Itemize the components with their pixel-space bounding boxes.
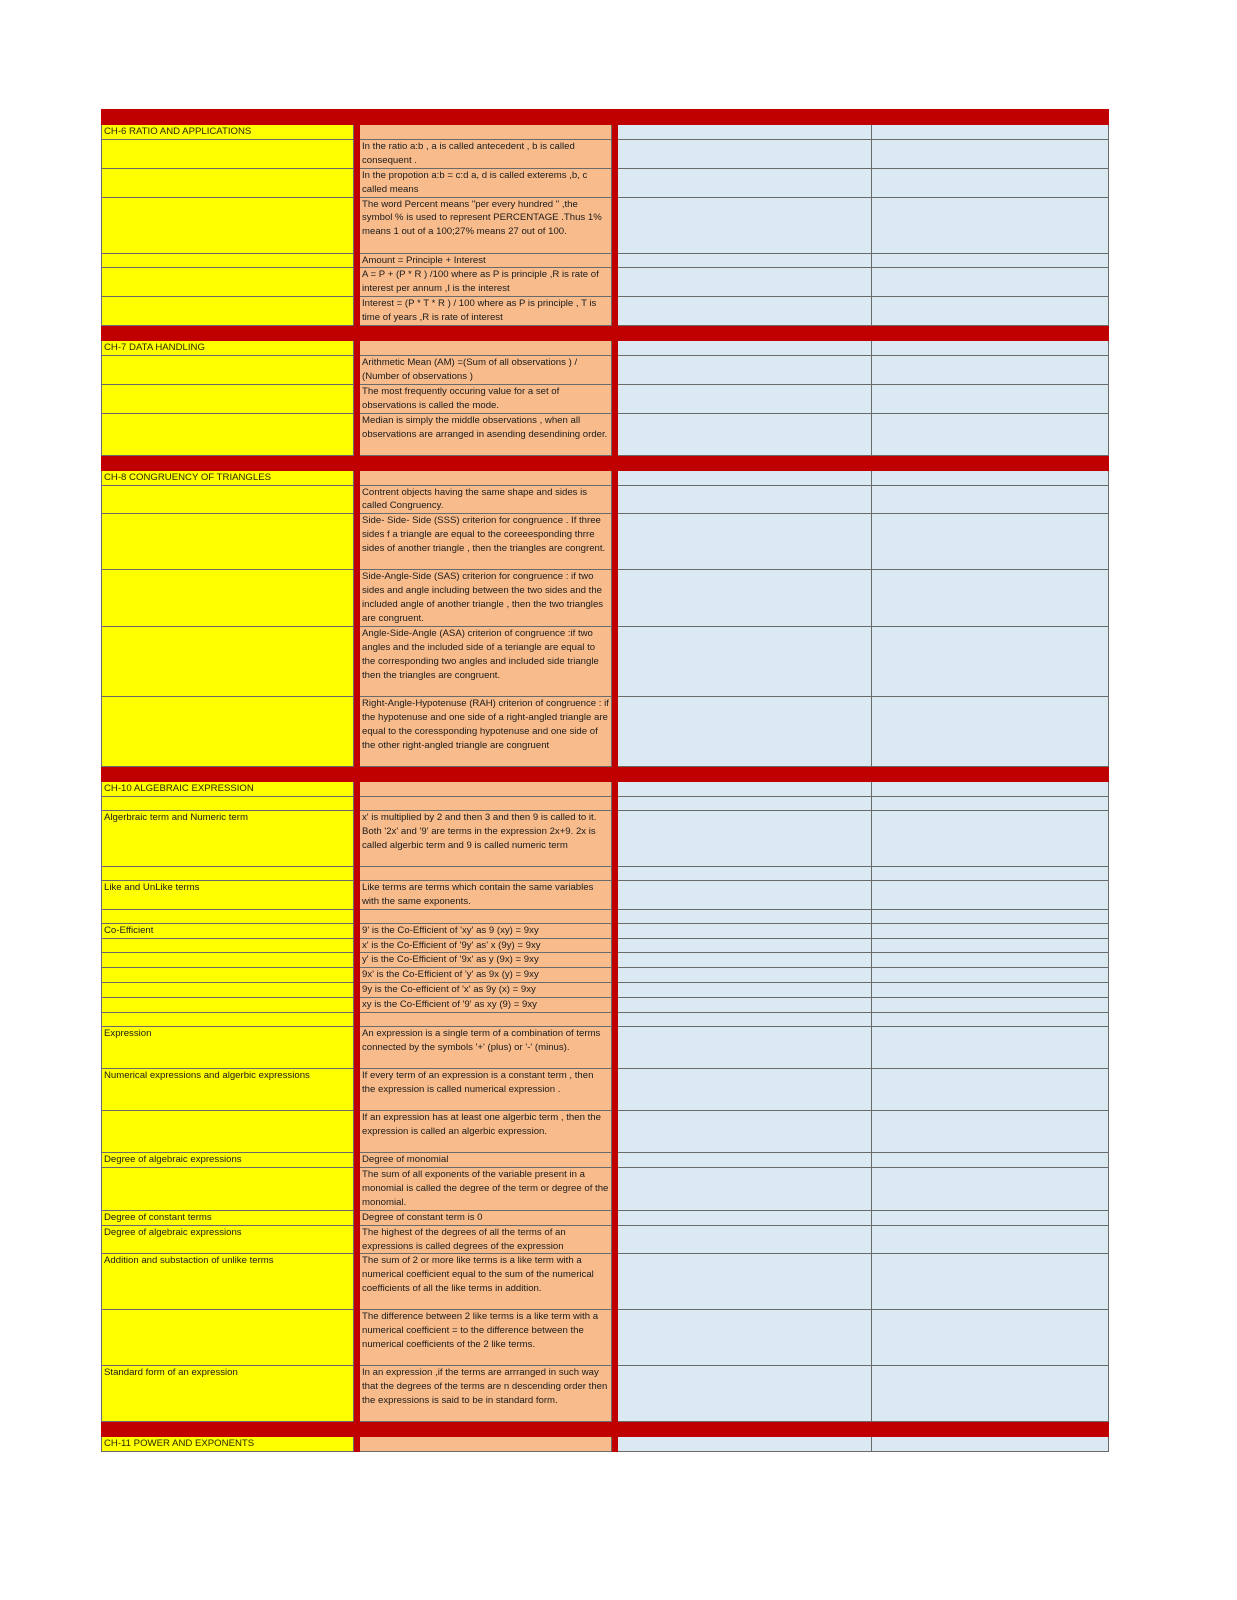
empty-cell[interactable] (872, 696, 1109, 766)
topic-cell[interactable] (102, 413, 354, 455)
section-separator-row (102, 455, 1109, 470)
note-cell[interactable] (360, 341, 612, 356)
note-cell[interactable]: An expression is a single term of a combination of terms connected by the symbols '+' (plus) or '-' (minus). (360, 1027, 612, 1069)
topic-cell[interactable] (102, 297, 354, 326)
sheet-row (102, 998, 1109, 1013)
sheet-row (102, 197, 1109, 253)
chapter-header-row (102, 1437, 1109, 1452)
empty-cell[interactable] (872, 341, 1109, 356)
sheet-row (102, 1111, 1109, 1153)
sheet-row (102, 1225, 1109, 1254)
empty-cell[interactable] (618, 1310, 872, 1366)
empty-cell[interactable] (618, 626, 872, 696)
note-cell[interactable]: Degree of monomial (360, 1153, 612, 1168)
sheet-row (102, 139, 1109, 168)
section-separator-row (102, 110, 1109, 125)
sheet-row (102, 1013, 1109, 1027)
topic-cell[interactable] (102, 570, 354, 627)
empty-cell[interactable] (872, 1437, 1109, 1452)
section-separator-row (102, 326, 1109, 341)
note-cell[interactable]: The sum of 2 or more like terms is a like term with a numerical coefficient equal to the sum of the numerical coefficients of all the like terms in addition. (360, 1254, 612, 1310)
empty-cell[interactable] (872, 1168, 1109, 1211)
empty-cell[interactable] (872, 514, 1109, 570)
separator-cell (618, 766, 872, 781)
note-cell[interactable] (360, 796, 612, 810)
sheet-row (102, 938, 1109, 953)
empty-cell[interactable] (618, 514, 872, 570)
separator-cell (618, 110, 872, 125)
note-cell[interactable]: The word Percent means "per every hundred " ,the symbol % is used to represent PERCENTAGE .Thus 1% means 1 out of a 100;27% means 27 out of 100. (360, 197, 612, 253)
sheet-row (102, 1254, 1109, 1310)
empty-cell[interactable] (618, 938, 872, 953)
topic-cell[interactable] (102, 968, 354, 983)
note-cell[interactable]: Degree of constant term is 0 (360, 1210, 612, 1225)
note-cell[interactable]: The sum of all exponents of the variable present in a monomial is called the degree of the term or degree of the monomial. (360, 1168, 612, 1211)
empty-cell[interactable] (872, 1210, 1109, 1225)
empty-cell[interactable] (618, 253, 872, 268)
empty-cell[interactable] (618, 880, 872, 909)
sheet-row (102, 1310, 1109, 1366)
chapter-title-cell[interactable]: CH-7 DATA HANDLING (102, 341, 354, 356)
chapter-title-cell[interactable]: CH-8 CONGRUENCY OF TRIANGLES (102, 470, 354, 485)
sheet-row (102, 168, 1109, 197)
separator-cell (618, 326, 872, 341)
empty-cell[interactable] (872, 470, 1109, 485)
sheet-row (102, 514, 1109, 570)
empty-cell[interactable] (872, 268, 1109, 297)
topic-cell[interactable] (102, 384, 354, 413)
sheet-row (102, 485, 1109, 514)
empty-cell[interactable] (872, 1366, 1109, 1422)
note-cell[interactable]: 9y is the Co-efficient of 'x' as 9y (x) = 9xy (360, 983, 612, 998)
sheet-row (102, 413, 1109, 455)
chapter-header-row (102, 125, 1109, 140)
topic-cell[interactable] (102, 983, 354, 998)
chapter-title-cell[interactable]: CH-10 ALGEBRAIC EXPRESSION (102, 781, 354, 796)
topic-cell[interactable]: Degree of algebraic expressions (102, 1225, 354, 1254)
note-cell[interactable]: Arithmetic Mean (AM) =(Sum of all observations ) / (Number of observations ) (360, 355, 612, 384)
topic-cell[interactable]: Expression (102, 1027, 354, 1069)
note-cell[interactable] (360, 1437, 612, 1452)
note-cell[interactable] (360, 125, 612, 140)
topic-cell[interactable] (102, 1310, 354, 1366)
empty-cell[interactable] (872, 953, 1109, 968)
sheet-row (102, 626, 1109, 696)
empty-cell[interactable] (872, 1153, 1109, 1168)
topic-cell[interactable] (102, 168, 354, 197)
study-notes-sheet (101, 109, 1109, 1452)
empty-cell[interactable] (872, 1027, 1109, 1069)
separator-cell (872, 1422, 1109, 1437)
note-cell[interactable]: 9' is the Co-Efficient of 'xy' as 9 (xy) = 9xy (360, 923, 612, 938)
note-cell[interactable]: Median is simply the middle observations , when all observations are arranged in asending desendining order. (360, 413, 612, 455)
topic-cell[interactable] (102, 268, 354, 297)
empty-cell[interactable] (618, 355, 872, 384)
sheet-row (102, 1069, 1109, 1111)
note-cell[interactable]: If an expression has at least one algerbic term , then the expression is called an algerbic expression. (360, 1111, 612, 1153)
empty-cell[interactable] (872, 139, 1109, 168)
empty-cell[interactable] (618, 923, 872, 938)
topic-cell[interactable] (102, 253, 354, 268)
topic-cell[interactable] (102, 953, 354, 968)
topic-cell[interactable]: Co-Efficient (102, 923, 354, 938)
topic-cell[interactable]: Like and UnLike terms (102, 880, 354, 909)
note-cell[interactable]: Side-Angle-Side (SAS) criterion for congruence : if two sides and angle including between the two sides and the included angle of another triangle , then the two triangles are congruent. (360, 570, 612, 627)
sheet-row (102, 983, 1109, 998)
note-cell[interactable]: Contrent objects having the same shape and sides is called Congruency. (360, 485, 612, 514)
empty-cell[interactable] (618, 983, 872, 998)
empty-cell[interactable] (872, 125, 1109, 140)
empty-cell[interactable] (618, 866, 872, 880)
separator-cell (102, 455, 354, 470)
topic-cell[interactable] (102, 139, 354, 168)
empty-cell[interactable] (618, 384, 872, 413)
empty-cell[interactable] (872, 781, 1109, 796)
empty-cell[interactable] (872, 866, 1109, 880)
empty-cell[interactable] (872, 796, 1109, 810)
topic-cell[interactable] (102, 1168, 354, 1211)
sheet-row (102, 968, 1109, 983)
empty-cell[interactable] (872, 626, 1109, 696)
empty-cell[interactable] (618, 570, 872, 627)
topic-cell[interactable] (102, 909, 354, 923)
chapter-header-row (102, 341, 1109, 356)
topic-cell[interactable] (102, 485, 354, 514)
sheet-row (102, 1027, 1109, 1069)
empty-cell[interactable] (872, 938, 1109, 953)
separator-cell (618, 1422, 872, 1437)
empty-cell[interactable] (618, 1254, 872, 1310)
separator-cell (360, 326, 612, 341)
empty-cell[interactable] (618, 1168, 872, 1211)
sheet-row (102, 1153, 1109, 1168)
empty-cell[interactable] (872, 384, 1109, 413)
topic-cell[interactable] (102, 355, 354, 384)
topic-cell[interactable] (102, 796, 354, 810)
separator-cell (102, 326, 354, 341)
note-cell[interactable] (360, 866, 612, 880)
note-cell[interactable]: 9x' is the Co-Efficient of 'y' as 9x (y) = 9xy (360, 968, 612, 983)
note-cell[interactable] (360, 1013, 612, 1027)
chapter-title-cell[interactable]: CH-11 POWER AND EXPONENTS (102, 1437, 354, 1452)
empty-cell[interactable] (872, 880, 1109, 909)
sheet-row (102, 1168, 1109, 1211)
sheet-row (102, 1366, 1109, 1422)
empty-cell[interactable] (872, 810, 1109, 866)
empty-cell[interactable] (618, 139, 872, 168)
empty-cell[interactable] (872, 297, 1109, 326)
empty-cell[interactable] (872, 983, 1109, 998)
note-cell[interactable]: Amount = Principle + Interest (360, 253, 612, 268)
empty-cell[interactable] (872, 197, 1109, 253)
empty-cell[interactable] (872, 1013, 1109, 1027)
separator-cell (360, 455, 612, 470)
empty-cell[interactable] (618, 1210, 872, 1225)
sheet-row (102, 810, 1109, 866)
separator-cell (360, 110, 612, 125)
sheet-row (102, 1210, 1109, 1225)
empty-cell[interactable] (618, 1027, 872, 1069)
note-cell[interactable]: y' is the Co-Efficient of '9x' as y (9x) = 9xy (360, 953, 612, 968)
empty-cell[interactable] (872, 413, 1109, 455)
chapter-title-cell[interactable]: CH-6 RATIO AND APPLICATIONS (102, 125, 354, 140)
note-cell[interactable]: Angle-Side-Angle (ASA) criterion of congruence :if two angles and the included side of a teriangle are equal to the corresponding two angles and included side triangle then the triangles are congruent. (360, 626, 612, 696)
empty-cell[interactable] (618, 953, 872, 968)
note-cell[interactable]: Side- Side- Side (SSS) criterion for congruence . If three sides f a triangle are equal to the coreeesponding thrre sides of another triangle , then the triangles are congrent. (360, 514, 612, 570)
topic-cell[interactable] (102, 998, 354, 1013)
topic-cell[interactable] (102, 514, 354, 570)
empty-cell[interactable] (872, 1111, 1109, 1153)
note-cell[interactable]: If every term of an expression is a constant term , then the expression is called numerical expression . (360, 1069, 612, 1111)
empty-cell[interactable] (618, 998, 872, 1013)
note-cell[interactable] (360, 470, 612, 485)
empty-cell[interactable] (618, 796, 872, 810)
topic-cell[interactable] (102, 938, 354, 953)
topic-cell[interactable] (102, 696, 354, 766)
separator-cell (102, 766, 354, 781)
empty-cell[interactable] (618, 168, 872, 197)
sheet-row (102, 268, 1109, 297)
empty-cell[interactable] (872, 168, 1109, 197)
separator-cell (872, 455, 1109, 470)
sheet-row (102, 297, 1109, 326)
empty-cell[interactable] (618, 197, 872, 253)
empty-cell[interactable] (872, 253, 1109, 268)
note-cell[interactable]: x' is the Co-Efficient of '9y' as' x (9y) = 9xy (360, 938, 612, 953)
sheet-row (102, 696, 1109, 766)
empty-cell[interactable] (872, 355, 1109, 384)
note-cell[interactable] (360, 781, 612, 796)
empty-cell[interactable] (872, 1069, 1109, 1111)
empty-cell[interactable] (618, 125, 872, 140)
note-cell[interactable]: In the propotion a:b = c:d a, d is called exterems ,b, c called means (360, 168, 612, 197)
empty-cell[interactable] (618, 1366, 872, 1422)
topic-cell[interactable]: Algerbraic term and Numeric term (102, 810, 354, 866)
separator-cell (872, 110, 1109, 125)
topic-cell[interactable]: Degree of constant terms (102, 1210, 354, 1225)
empty-cell[interactable] (618, 341, 872, 356)
empty-cell[interactable] (872, 998, 1109, 1013)
topic-cell[interactable]: Numerical expressions and algerbic expressions (102, 1069, 354, 1111)
note-cell[interactable]: Interest = (P * T * R ) / 100 where as P is principle , T is time of years ,R is rate of interest (360, 297, 612, 326)
empty-cell[interactable] (618, 781, 872, 796)
empty-cell[interactable] (618, 1437, 872, 1452)
empty-cell[interactable] (618, 909, 872, 923)
note-cell[interactable] (360, 909, 612, 923)
empty-cell[interactable] (872, 570, 1109, 627)
chapter-header-row (102, 781, 1109, 796)
separator-cell (360, 1422, 612, 1437)
sheet-row (102, 880, 1109, 909)
empty-cell[interactable] (618, 1013, 872, 1027)
section-separator-row (102, 1422, 1109, 1437)
empty-cell[interactable] (872, 485, 1109, 514)
topic-cell[interactable] (102, 197, 354, 253)
empty-cell[interactable] (618, 696, 872, 766)
separator-cell (102, 1422, 354, 1437)
note-cell[interactable]: In an expression ,if the terms are arrranged in such way that the degrees of the terms are n descending order then the expressions is said to be in standard form. (360, 1366, 612, 1422)
sheet-row (102, 866, 1109, 880)
topic-cell[interactable] (102, 1111, 354, 1153)
empty-cell[interactable] (618, 470, 872, 485)
topic-cell[interactable]: Addition and substaction of unlike terms (102, 1254, 354, 1310)
empty-cell[interactable] (618, 810, 872, 866)
sheet-row (102, 909, 1109, 923)
note-cell[interactable]: Like terms are terms which contain the same variables with the same exponents. (360, 880, 612, 909)
separator-cell (102, 110, 354, 125)
separator-cell (618, 455, 872, 470)
separator-cell (360, 766, 612, 781)
empty-cell[interactable] (872, 1310, 1109, 1366)
empty-cell[interactable] (618, 1153, 872, 1168)
topic-cell[interactable]: Degree of algebraic expressions (102, 1153, 354, 1168)
sheet-row (102, 796, 1109, 810)
topic-cell[interactable] (102, 626, 354, 696)
empty-cell[interactable] (618, 1069, 872, 1111)
note-cell[interactable]: Right-Angle-Hypotenuse (RAH) criterion of congruence : if the hypotenuse and one side of a right-angled triangle are equal to the coressponding hypotenuse and one side of the other right-angled triangle are congruent (360, 696, 612, 766)
note-cell[interactable]: xy is the Co-Efficient of '9' as xy (9) = 9xy (360, 998, 612, 1013)
separator-cell (872, 326, 1109, 341)
note-cell[interactable]: x' is multiplied by 2 and then 3 and then 9 is called to it. Both '2x' and '9' are terms in the expression 2x+9. 2x is called algerbic term and 9 is called numeric term (360, 810, 612, 866)
sheet-row (102, 253, 1109, 268)
note-cell[interactable]: The highest of the degrees of all the terms of an expressions is called degrees of the expression (360, 1225, 612, 1254)
empty-cell[interactable] (618, 1225, 872, 1254)
empty-cell[interactable] (618, 268, 872, 297)
empty-cell[interactable] (872, 909, 1109, 923)
sheet-row (102, 384, 1109, 413)
section-separator-row (102, 766, 1109, 781)
empty-cell[interactable] (872, 1254, 1109, 1310)
topic-cell[interactable]: Standard form of an expression (102, 1366, 354, 1422)
empty-cell[interactable] (872, 1225, 1109, 1254)
sheet-row (102, 570, 1109, 627)
note-cell[interactable]: The difference between 2 like terms is a like term with a numerical coefficient = to the difference between the numerical coefficients of the 2 like terms. (360, 1310, 612, 1366)
empty-cell[interactable] (872, 968, 1109, 983)
empty-cell[interactable] (618, 297, 872, 326)
empty-cell[interactable] (872, 923, 1109, 938)
note-cell[interactable]: A = P + (P * R ) /100 where as P is principle ,R is rate of interest per annum ,I is the interest (360, 268, 612, 297)
chapter-header-row (102, 470, 1109, 485)
empty-cell[interactable] (618, 485, 872, 514)
sheet-row (102, 355, 1109, 384)
topic-cell[interactable] (102, 866, 354, 880)
empty-cell[interactable] (618, 1111, 872, 1153)
topic-cell[interactable] (102, 1013, 354, 1027)
sheet-row (102, 953, 1109, 968)
note-cell[interactable]: In the ratio a:b , a is called antecedent , b is called consequent . (360, 139, 612, 168)
sheet-row (102, 923, 1109, 938)
separator-cell (872, 766, 1109, 781)
empty-cell[interactable] (618, 413, 872, 455)
sheet-body (102, 110, 1109, 1452)
empty-cell[interactable] (618, 968, 872, 983)
note-cell[interactable]: The most frequently occuring value for a set of observations is called the mode. (360, 384, 612, 413)
